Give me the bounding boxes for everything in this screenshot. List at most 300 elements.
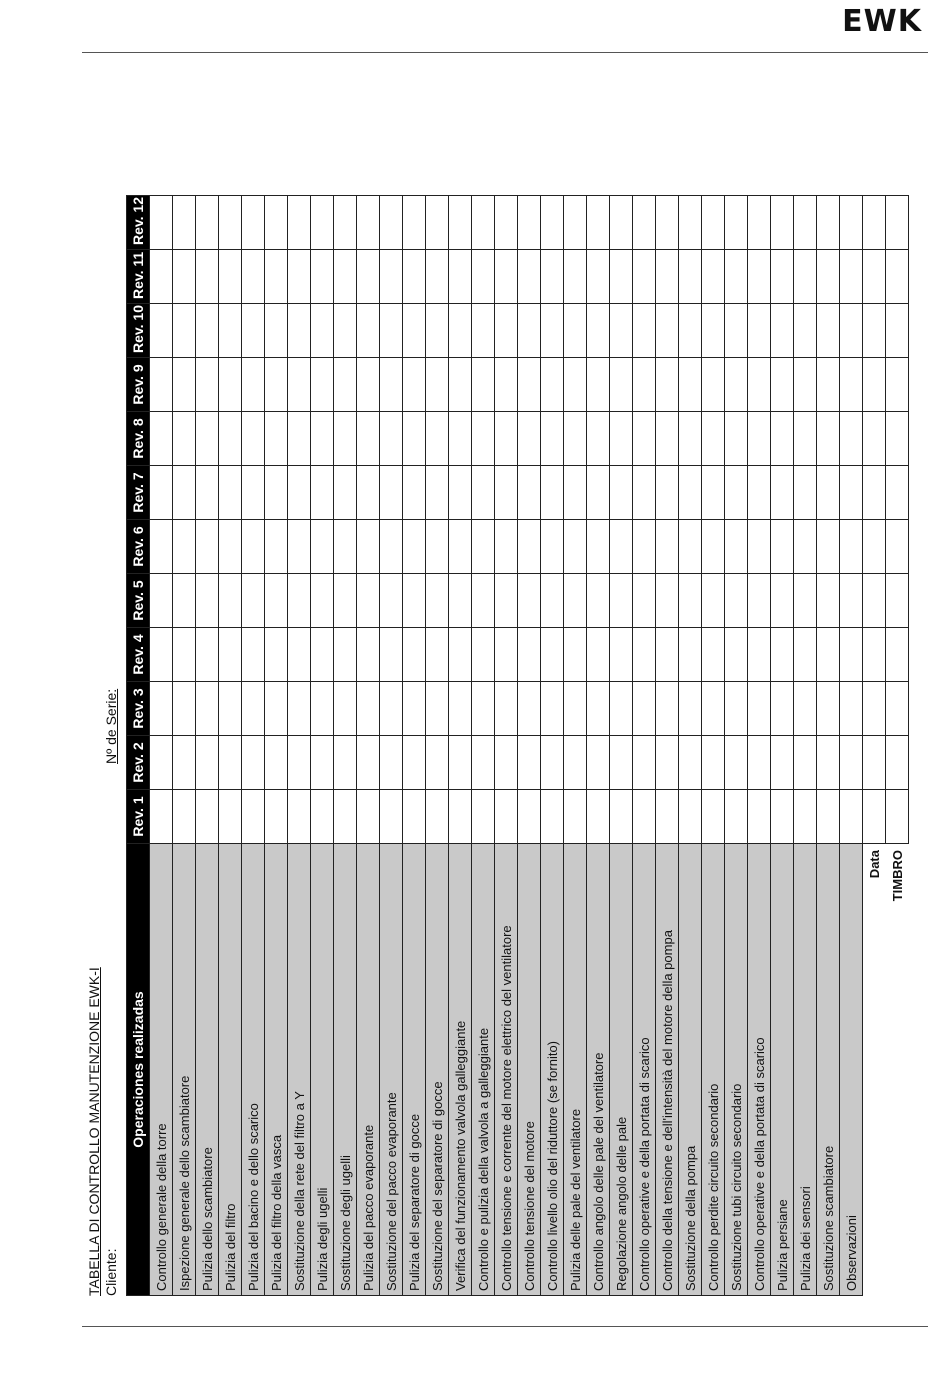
revision-entry-cell[interactable] bbox=[656, 304, 679, 358]
revision-entry-cell[interactable] bbox=[518, 250, 541, 304]
revision-entry-cell[interactable] bbox=[840, 250, 863, 304]
revision-entry-cell[interactable] bbox=[679, 250, 702, 304]
revision-entry-cell[interactable] bbox=[748, 196, 771, 250]
revision-entry-cell[interactable] bbox=[219, 466, 242, 520]
revision-entry-cell[interactable] bbox=[656, 196, 679, 250]
revision-entry-cell[interactable] bbox=[702, 196, 725, 250]
revision-entry-cell[interactable] bbox=[587, 520, 610, 574]
revision-entry-cell[interactable] bbox=[196, 196, 219, 250]
revision-entry-cell[interactable] bbox=[633, 790, 656, 844]
revision-entry-cell[interactable] bbox=[633, 358, 656, 412]
revision-entry-cell[interactable] bbox=[426, 466, 449, 520]
revision-entry-cell[interactable] bbox=[587, 736, 610, 790]
revision-entry-cell[interactable] bbox=[702, 520, 725, 574]
revision-entry-cell[interactable] bbox=[150, 196, 173, 250]
revision-entry-cell[interactable] bbox=[173, 628, 196, 682]
revision-entry-cell[interactable] bbox=[288, 466, 311, 520]
revision-entry-cell[interactable] bbox=[380, 358, 403, 412]
revision-entry-cell[interactable] bbox=[656, 412, 679, 466]
revision-entry-cell[interactable] bbox=[817, 196, 840, 250]
revision-entry-cell[interactable] bbox=[771, 574, 794, 628]
revision-entry-cell[interactable] bbox=[449, 682, 472, 736]
signature-entry-cell[interactable] bbox=[863, 250, 886, 304]
revision-entry-cell[interactable] bbox=[380, 628, 403, 682]
revision-entry-cell[interactable] bbox=[219, 520, 242, 574]
revision-entry-cell[interactable] bbox=[518, 736, 541, 790]
revision-entry-cell[interactable] bbox=[495, 304, 518, 358]
revision-entry-cell[interactable] bbox=[656, 790, 679, 844]
revision-entry-cell[interactable] bbox=[219, 736, 242, 790]
revision-entry-cell[interactable] bbox=[173, 466, 196, 520]
revision-entry-cell[interactable] bbox=[633, 520, 656, 574]
revision-entry-cell[interactable] bbox=[587, 628, 610, 682]
revision-entry-cell[interactable] bbox=[679, 358, 702, 412]
revision-entry-cell[interactable] bbox=[518, 628, 541, 682]
revision-entry-cell[interactable] bbox=[656, 358, 679, 412]
revision-entry-cell[interactable] bbox=[794, 466, 817, 520]
revision-entry-cell[interactable] bbox=[748, 520, 771, 574]
revision-entry-cell[interactable] bbox=[357, 790, 380, 844]
revision-entry-cell[interactable] bbox=[817, 682, 840, 736]
revision-entry-cell[interactable] bbox=[541, 520, 564, 574]
revision-entry-cell[interactable] bbox=[173, 574, 196, 628]
revision-entry-cell[interactable] bbox=[219, 574, 242, 628]
revision-entry-cell[interactable] bbox=[840, 736, 863, 790]
revision-entry-cell[interactable] bbox=[518, 790, 541, 844]
revision-entry-cell[interactable] bbox=[196, 250, 219, 304]
revision-entry-cell[interactable] bbox=[817, 412, 840, 466]
revision-entry-cell[interactable] bbox=[495, 628, 518, 682]
revision-entry-cell[interactable] bbox=[679, 628, 702, 682]
revision-entry-cell[interactable] bbox=[610, 574, 633, 628]
revision-entry-cell[interactable] bbox=[817, 304, 840, 358]
signature-entry-cell[interactable] bbox=[863, 412, 886, 466]
revision-entry-cell[interactable] bbox=[495, 736, 518, 790]
signature-entry-cell[interactable] bbox=[863, 304, 886, 358]
revision-entry-cell[interactable] bbox=[242, 412, 265, 466]
revision-entry-cell[interactable] bbox=[725, 466, 748, 520]
revision-entry-cell[interactable] bbox=[219, 250, 242, 304]
revision-entry-cell[interactable] bbox=[610, 628, 633, 682]
revision-entry-cell[interactable] bbox=[426, 520, 449, 574]
revision-entry-cell[interactable] bbox=[771, 520, 794, 574]
revision-entry-cell[interactable] bbox=[334, 682, 357, 736]
revision-entry-cell[interactable] bbox=[817, 520, 840, 574]
revision-entry-cell[interactable] bbox=[587, 790, 610, 844]
revision-entry-cell[interactable] bbox=[380, 682, 403, 736]
revision-entry-cell[interactable] bbox=[265, 412, 288, 466]
revision-entry-cell[interactable] bbox=[771, 466, 794, 520]
revision-entry-cell[interactable] bbox=[702, 628, 725, 682]
revision-entry-cell[interactable] bbox=[449, 250, 472, 304]
revision-entry-cell[interactable] bbox=[472, 520, 495, 574]
revision-entry-cell[interactable] bbox=[817, 736, 840, 790]
revision-entry-cell[interactable] bbox=[518, 358, 541, 412]
revision-entry-cell[interactable] bbox=[265, 520, 288, 574]
revision-entry-cell[interactable] bbox=[334, 466, 357, 520]
revision-entry-cell[interactable] bbox=[472, 736, 495, 790]
revision-entry-cell[interactable] bbox=[725, 628, 748, 682]
revision-entry-cell[interactable] bbox=[495, 196, 518, 250]
revision-entry-cell[interactable] bbox=[380, 790, 403, 844]
revision-entry-cell[interactable] bbox=[633, 466, 656, 520]
revision-entry-cell[interactable] bbox=[541, 466, 564, 520]
revision-entry-cell[interactable] bbox=[702, 358, 725, 412]
revision-entry-cell[interactable] bbox=[449, 736, 472, 790]
revision-entry-cell[interactable] bbox=[518, 412, 541, 466]
revision-entry-cell[interactable] bbox=[656, 736, 679, 790]
revision-entry-cell[interactable] bbox=[702, 736, 725, 790]
revision-entry-cell[interactable] bbox=[679, 736, 702, 790]
revision-entry-cell[interactable] bbox=[196, 790, 219, 844]
revision-entry-cell[interactable] bbox=[472, 682, 495, 736]
revision-entry-cell[interactable] bbox=[840, 682, 863, 736]
revision-entry-cell[interactable] bbox=[380, 304, 403, 358]
revision-entry-cell[interactable] bbox=[518, 682, 541, 736]
revision-entry-cell[interactable] bbox=[610, 466, 633, 520]
revision-entry-cell[interactable] bbox=[748, 790, 771, 844]
revision-entry-cell[interactable] bbox=[242, 574, 265, 628]
revision-entry-cell[interactable] bbox=[449, 466, 472, 520]
revision-entry-cell[interactable] bbox=[840, 628, 863, 682]
revision-entry-cell[interactable] bbox=[610, 196, 633, 250]
revision-entry-cell[interactable] bbox=[610, 790, 633, 844]
revision-entry-cell[interactable] bbox=[380, 250, 403, 304]
revision-entry-cell[interactable] bbox=[794, 628, 817, 682]
revision-entry-cell[interactable] bbox=[357, 358, 380, 412]
revision-entry-cell[interactable] bbox=[725, 682, 748, 736]
signature-entry-cell[interactable] bbox=[886, 358, 909, 412]
revision-entry-cell[interactable] bbox=[311, 574, 334, 628]
revision-entry-cell[interactable] bbox=[541, 790, 564, 844]
revision-entry-cell[interactable] bbox=[472, 304, 495, 358]
revision-entry-cell[interactable] bbox=[426, 790, 449, 844]
revision-entry-cell[interactable] bbox=[150, 412, 173, 466]
revision-entry-cell[interactable] bbox=[564, 250, 587, 304]
revision-entry-cell[interactable] bbox=[610, 736, 633, 790]
revision-entry-cell[interactable] bbox=[334, 520, 357, 574]
revision-entry-cell[interactable] bbox=[748, 682, 771, 736]
signature-entry-cell[interactable] bbox=[886, 736, 909, 790]
revision-entry-cell[interactable] bbox=[265, 682, 288, 736]
signature-entry-cell[interactable] bbox=[863, 358, 886, 412]
revision-entry-cell[interactable] bbox=[495, 790, 518, 844]
revision-entry-cell[interactable] bbox=[380, 520, 403, 574]
revision-entry-cell[interactable] bbox=[196, 574, 219, 628]
revision-entry-cell[interactable] bbox=[472, 412, 495, 466]
revision-entry-cell[interactable] bbox=[311, 412, 334, 466]
revision-entry-cell[interactable] bbox=[472, 790, 495, 844]
revision-entry-cell[interactable] bbox=[702, 412, 725, 466]
revision-entry-cell[interactable] bbox=[357, 520, 380, 574]
revision-entry-cell[interactable] bbox=[679, 790, 702, 844]
revision-entry-cell[interactable] bbox=[587, 304, 610, 358]
signature-entry-cell[interactable] bbox=[863, 736, 886, 790]
revision-entry-cell[interactable] bbox=[242, 358, 265, 412]
revision-entry-cell[interactable] bbox=[633, 628, 656, 682]
revision-entry-cell[interactable] bbox=[725, 304, 748, 358]
revision-entry-cell[interactable] bbox=[817, 574, 840, 628]
revision-entry-cell[interactable] bbox=[656, 682, 679, 736]
revision-entry-cell[interactable] bbox=[518, 574, 541, 628]
revision-entry-cell[interactable] bbox=[771, 304, 794, 358]
signature-entry-cell[interactable] bbox=[863, 682, 886, 736]
signature-entry-cell[interactable] bbox=[863, 466, 886, 520]
revision-entry-cell[interactable] bbox=[656, 250, 679, 304]
revision-entry-cell[interactable] bbox=[357, 736, 380, 790]
revision-entry-cell[interactable] bbox=[771, 196, 794, 250]
revision-entry-cell[interactable] bbox=[495, 520, 518, 574]
revision-entry-cell[interactable] bbox=[587, 412, 610, 466]
revision-entry-cell[interactable] bbox=[242, 250, 265, 304]
revision-entry-cell[interactable] bbox=[817, 466, 840, 520]
revision-entry-cell[interactable] bbox=[472, 250, 495, 304]
revision-entry-cell[interactable] bbox=[449, 790, 472, 844]
revision-entry-cell[interactable] bbox=[495, 412, 518, 466]
revision-entry-cell[interactable] bbox=[196, 466, 219, 520]
revision-entry-cell[interactable] bbox=[265, 250, 288, 304]
revision-entry-cell[interactable] bbox=[725, 196, 748, 250]
revision-entry-cell[interactable] bbox=[794, 196, 817, 250]
revision-entry-cell[interactable] bbox=[265, 304, 288, 358]
revision-entry-cell[interactable] bbox=[403, 250, 426, 304]
revision-entry-cell[interactable] bbox=[518, 304, 541, 358]
revision-entry-cell[interactable] bbox=[748, 358, 771, 412]
revision-entry-cell[interactable] bbox=[288, 790, 311, 844]
revision-entry-cell[interactable] bbox=[380, 412, 403, 466]
revision-entry-cell[interactable] bbox=[748, 466, 771, 520]
revision-entry-cell[interactable] bbox=[564, 520, 587, 574]
revision-entry-cell[interactable] bbox=[518, 196, 541, 250]
revision-entry-cell[interactable] bbox=[196, 304, 219, 358]
revision-entry-cell[interactable] bbox=[311, 250, 334, 304]
revision-entry-cell[interactable] bbox=[564, 628, 587, 682]
revision-entry-cell[interactable] bbox=[380, 574, 403, 628]
revision-entry-cell[interactable] bbox=[311, 466, 334, 520]
revision-entry-cell[interactable] bbox=[334, 250, 357, 304]
signature-entry-cell[interactable] bbox=[886, 466, 909, 520]
revision-entry-cell[interactable] bbox=[242, 736, 265, 790]
revision-entry-cell[interactable] bbox=[426, 682, 449, 736]
revision-entry-cell[interactable] bbox=[610, 358, 633, 412]
signature-entry-cell[interactable] bbox=[886, 196, 909, 250]
revision-entry-cell[interactable] bbox=[173, 358, 196, 412]
revision-entry-cell[interactable] bbox=[794, 304, 817, 358]
revision-entry-cell[interactable] bbox=[610, 250, 633, 304]
revision-entry-cell[interactable] bbox=[242, 466, 265, 520]
revision-entry-cell[interactable] bbox=[150, 520, 173, 574]
revision-entry-cell[interactable] bbox=[564, 358, 587, 412]
revision-entry-cell[interactable] bbox=[403, 790, 426, 844]
revision-entry-cell[interactable] bbox=[564, 412, 587, 466]
revision-entry-cell[interactable] bbox=[242, 790, 265, 844]
revision-entry-cell[interactable] bbox=[840, 790, 863, 844]
revision-entry-cell[interactable] bbox=[196, 682, 219, 736]
revision-entry-cell[interactable] bbox=[265, 196, 288, 250]
revision-entry-cell[interactable] bbox=[357, 304, 380, 358]
revision-entry-cell[interactable] bbox=[150, 250, 173, 304]
revision-entry-cell[interactable] bbox=[748, 574, 771, 628]
revision-entry-cell[interactable] bbox=[311, 628, 334, 682]
revision-entry-cell[interactable] bbox=[656, 574, 679, 628]
revision-entry-cell[interactable] bbox=[288, 628, 311, 682]
revision-entry-cell[interactable] bbox=[840, 520, 863, 574]
revision-entry-cell[interactable] bbox=[426, 412, 449, 466]
revision-entry-cell[interactable] bbox=[495, 250, 518, 304]
revision-entry-cell[interactable] bbox=[817, 628, 840, 682]
revision-entry-cell[interactable] bbox=[748, 412, 771, 466]
revision-entry-cell[interactable] bbox=[541, 358, 564, 412]
revision-entry-cell[interactable] bbox=[541, 682, 564, 736]
revision-entry-cell[interactable] bbox=[150, 736, 173, 790]
revision-entry-cell[interactable] bbox=[817, 790, 840, 844]
revision-entry-cell[interactable] bbox=[449, 412, 472, 466]
revision-entry-cell[interactable] bbox=[288, 520, 311, 574]
revision-entry-cell[interactable] bbox=[633, 250, 656, 304]
revision-entry-cell[interactable] bbox=[725, 736, 748, 790]
revision-entry-cell[interactable] bbox=[265, 358, 288, 412]
revision-entry-cell[interactable] bbox=[334, 574, 357, 628]
revision-entry-cell[interactable] bbox=[633, 682, 656, 736]
revision-entry-cell[interactable] bbox=[311, 682, 334, 736]
revision-entry-cell[interactable] bbox=[587, 466, 610, 520]
revision-entry-cell[interactable] bbox=[357, 682, 380, 736]
revision-entry-cell[interactable] bbox=[472, 466, 495, 520]
revision-entry-cell[interactable] bbox=[725, 250, 748, 304]
revision-entry-cell[interactable] bbox=[541, 736, 564, 790]
revision-entry-cell[interactable] bbox=[150, 790, 173, 844]
signature-entry-cell[interactable] bbox=[886, 520, 909, 574]
revision-entry-cell[interactable] bbox=[403, 196, 426, 250]
revision-entry-cell[interactable] bbox=[311, 196, 334, 250]
revision-entry-cell[interactable] bbox=[587, 358, 610, 412]
revision-entry-cell[interactable] bbox=[656, 466, 679, 520]
revision-entry-cell[interactable] bbox=[702, 790, 725, 844]
revision-entry-cell[interactable] bbox=[610, 304, 633, 358]
revision-entry-cell[interactable] bbox=[219, 682, 242, 736]
revision-entry-cell[interactable] bbox=[288, 250, 311, 304]
revision-entry-cell[interactable] bbox=[702, 250, 725, 304]
revision-entry-cell[interactable] bbox=[265, 736, 288, 790]
signature-entry-cell[interactable] bbox=[886, 412, 909, 466]
revision-entry-cell[interactable] bbox=[150, 682, 173, 736]
revision-entry-cell[interactable] bbox=[633, 304, 656, 358]
revision-entry-cell[interactable] bbox=[219, 358, 242, 412]
revision-entry-cell[interactable] bbox=[196, 736, 219, 790]
revision-entry-cell[interactable] bbox=[725, 358, 748, 412]
revision-entry-cell[interactable] bbox=[357, 412, 380, 466]
revision-entry-cell[interactable] bbox=[173, 412, 196, 466]
revision-entry-cell[interactable] bbox=[748, 304, 771, 358]
revision-entry-cell[interactable] bbox=[288, 304, 311, 358]
revision-entry-cell[interactable] bbox=[449, 358, 472, 412]
revision-entry-cell[interactable] bbox=[311, 736, 334, 790]
revision-entry-cell[interactable] bbox=[173, 196, 196, 250]
revision-entry-cell[interactable] bbox=[380, 196, 403, 250]
revision-entry-cell[interactable] bbox=[173, 682, 196, 736]
signature-entry-cell[interactable] bbox=[886, 304, 909, 358]
revision-entry-cell[interactable] bbox=[334, 790, 357, 844]
revision-entry-cell[interactable] bbox=[150, 358, 173, 412]
revision-entry-cell[interactable] bbox=[564, 682, 587, 736]
revision-entry-cell[interactable] bbox=[288, 682, 311, 736]
revision-entry-cell[interactable] bbox=[564, 736, 587, 790]
revision-entry-cell[interactable] bbox=[472, 574, 495, 628]
revision-entry-cell[interactable] bbox=[426, 304, 449, 358]
revision-entry-cell[interactable] bbox=[702, 574, 725, 628]
revision-entry-cell[interactable] bbox=[541, 196, 564, 250]
revision-entry-cell[interactable] bbox=[633, 574, 656, 628]
revision-entry-cell[interactable] bbox=[541, 628, 564, 682]
revision-entry-cell[interactable] bbox=[725, 520, 748, 574]
revision-entry-cell[interactable] bbox=[334, 304, 357, 358]
revision-entry-cell[interactable] bbox=[771, 736, 794, 790]
revision-entry-cell[interactable] bbox=[311, 790, 334, 844]
revision-entry-cell[interactable] bbox=[426, 574, 449, 628]
revision-entry-cell[interactable] bbox=[495, 358, 518, 412]
revision-entry-cell[interactable] bbox=[725, 412, 748, 466]
revision-entry-cell[interactable] bbox=[219, 790, 242, 844]
revision-entry-cell[interactable] bbox=[518, 466, 541, 520]
revision-entry-cell[interactable] bbox=[748, 628, 771, 682]
revision-entry-cell[interactable] bbox=[771, 250, 794, 304]
revision-entry-cell[interactable] bbox=[656, 520, 679, 574]
signature-entry-cell[interactable] bbox=[863, 574, 886, 628]
revision-entry-cell[interactable] bbox=[357, 196, 380, 250]
revision-entry-cell[interactable] bbox=[403, 628, 426, 682]
revision-entry-cell[interactable] bbox=[219, 412, 242, 466]
revision-entry-cell[interactable] bbox=[334, 412, 357, 466]
revision-entry-cell[interactable] bbox=[288, 358, 311, 412]
revision-entry-cell[interactable] bbox=[242, 682, 265, 736]
revision-entry-cell[interactable] bbox=[380, 736, 403, 790]
revision-entry-cell[interactable] bbox=[173, 736, 196, 790]
revision-entry-cell[interactable] bbox=[242, 520, 265, 574]
revision-entry-cell[interactable] bbox=[196, 628, 219, 682]
revision-entry-cell[interactable] bbox=[219, 304, 242, 358]
revision-entry-cell[interactable] bbox=[495, 466, 518, 520]
revision-entry-cell[interactable] bbox=[541, 250, 564, 304]
revision-entry-cell[interactable] bbox=[587, 682, 610, 736]
revision-entry-cell[interactable] bbox=[449, 574, 472, 628]
signature-entry-cell[interactable] bbox=[886, 682, 909, 736]
revision-entry-cell[interactable] bbox=[794, 736, 817, 790]
revision-entry-cell[interactable] bbox=[265, 466, 288, 520]
revision-entry-cell[interactable] bbox=[679, 466, 702, 520]
revision-entry-cell[interactable] bbox=[150, 466, 173, 520]
revision-entry-cell[interactable] bbox=[587, 250, 610, 304]
revision-entry-cell[interactable] bbox=[150, 304, 173, 358]
revision-entry-cell[interactable] bbox=[173, 304, 196, 358]
revision-entry-cell[interactable] bbox=[794, 520, 817, 574]
revision-entry-cell[interactable] bbox=[173, 250, 196, 304]
revision-entry-cell[interactable] bbox=[334, 736, 357, 790]
revision-entry-cell[interactable] bbox=[679, 574, 702, 628]
revision-entry-cell[interactable] bbox=[196, 358, 219, 412]
revision-entry-cell[interactable] bbox=[794, 682, 817, 736]
revision-entry-cell[interactable] bbox=[380, 466, 403, 520]
revision-entry-cell[interactable] bbox=[702, 682, 725, 736]
revision-entry-cell[interactable] bbox=[288, 412, 311, 466]
revision-entry-cell[interactable] bbox=[794, 574, 817, 628]
revision-entry-cell[interactable] bbox=[771, 682, 794, 736]
revision-entry-cell[interactable] bbox=[564, 790, 587, 844]
revision-entry-cell[interactable] bbox=[472, 196, 495, 250]
revision-entry-cell[interactable] bbox=[196, 412, 219, 466]
revision-entry-cell[interactable] bbox=[219, 628, 242, 682]
revision-entry-cell[interactable] bbox=[357, 628, 380, 682]
revision-entry-cell[interactable] bbox=[311, 304, 334, 358]
